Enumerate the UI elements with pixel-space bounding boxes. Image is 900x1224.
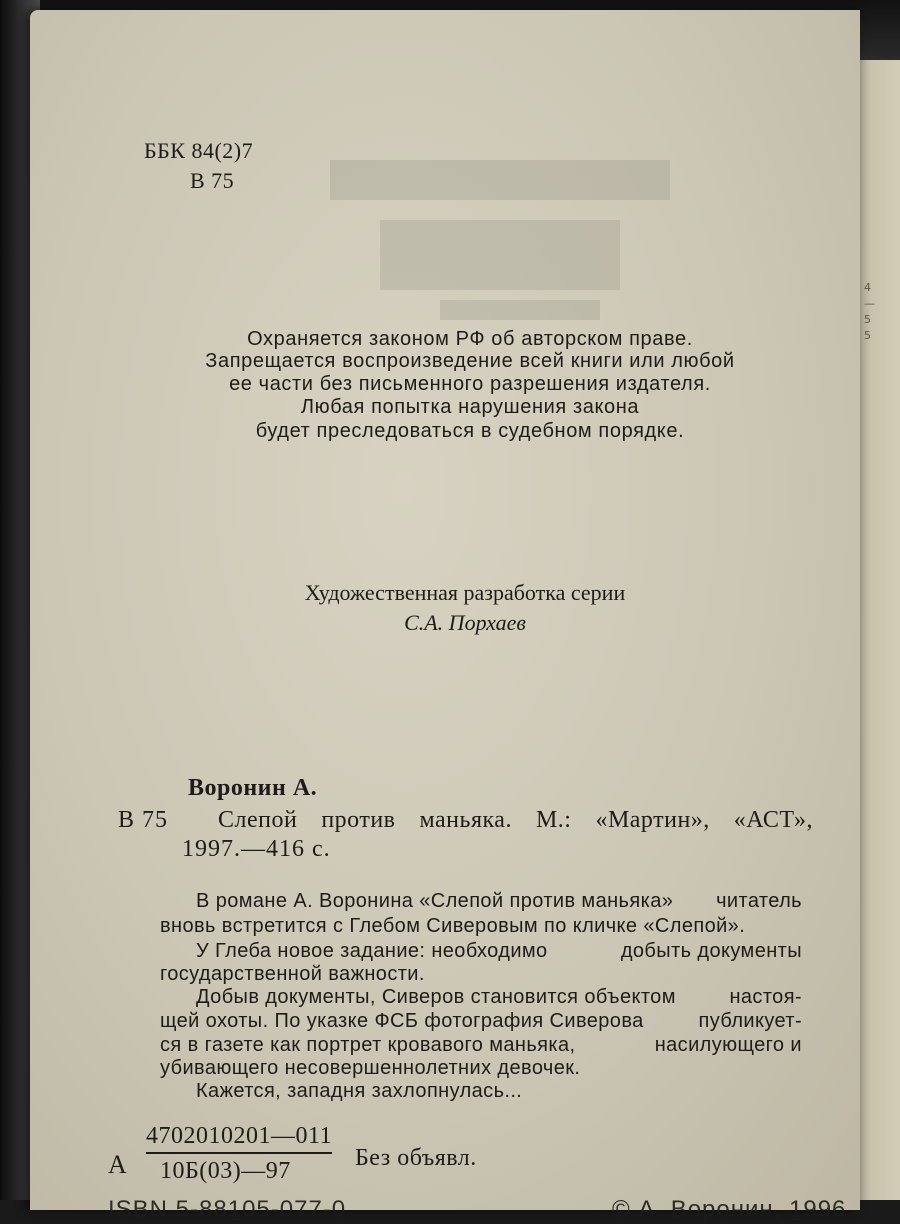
- copyright-line-2: Запрещается воспроизведение всей книги или любой: [205, 350, 735, 372]
- catalog-title-word: маньяка.: [419, 807, 512, 833]
- annotation-line: убивающего несовершеннолетних девочек.: [160, 1057, 581, 1079]
- annotation-line: [196, 890, 802, 913]
- catalog-title-line: [218, 807, 813, 834]
- index-numerator: 4702010201—011: [146, 1123, 332, 1154]
- author-mark: В 75: [190, 168, 235, 193]
- index-letter: А: [108, 1150, 127, 1179]
- annotation-line: вновь встретится с Глебом Сиверовым по кличке «Слепой».: [160, 915, 746, 937]
- annotation-line: государственной важности.: [160, 963, 425, 985]
- annotation-text: публикует-: [698, 1010, 802, 1032]
- annotation-line: Кажется, западня захлопнулась...: [196, 1080, 523, 1102]
- catalog-title-word: М.:: [535, 807, 572, 833]
- annotation-text: щей охоты. По указке ФСБ фотография Сиверова: [160, 1010, 644, 1032]
- index-note: Без объявл.: [355, 1145, 477, 1171]
- annotation-line: [160, 1010, 802, 1033]
- annotation-text: добыть документы: [620, 940, 802, 962]
- bbk-code: ББК 84(2)7: [144, 138, 254, 163]
- index-denominator: 10Б(03)—97: [160, 1158, 291, 1184]
- catalog-title-word: против: [321, 807, 396, 833]
- annotation-text: насилующего и: [654, 1034, 802, 1056]
- series-design-label: Художественная разработка серии: [304, 580, 626, 605]
- annotation-line: [196, 986, 802, 1009]
- copyright-line-3: ее части без письменного разрешения издателя.: [229, 373, 711, 395]
- catalog-imprint: 1997.—416 с.: [182, 836, 331, 862]
- next-page-marks: 4 — 5 5: [864, 281, 875, 342]
- annotation-text: В романе А. Воронина «Слепой против маньяка»: [196, 890, 674, 912]
- annotation-line: [196, 940, 802, 963]
- bleed-through-shadow: [320, 140, 680, 330]
- annotation-text: настоя-: [729, 986, 802, 1008]
- annotation-text: Добыв документы, Сиверов становится объектом: [196, 986, 676, 1008]
- catalog-title-word: Слепой: [218, 807, 298, 833]
- isbn-partial: ISBN 5-88105-077-0: [108, 1196, 347, 1223]
- catalog-author: Воронин А.: [188, 775, 318, 801]
- annotation-text: ся в газете как портрет кровавого маньяка,: [160, 1034, 576, 1056]
- annotation-line: [160, 1034, 802, 1057]
- annotation-text: У Глеба новое задание: необходимо: [196, 940, 548, 962]
- annotation-text: читатель: [716, 890, 802, 912]
- copyright-line-1: Охраняется законом РФ об авторском праве.: [247, 328, 693, 350]
- catalog-title-word: «Мартин»,: [595, 807, 710, 833]
- book-page: [30, 10, 860, 1223]
- copyright-line-5: будет преследоваться в судебном порядке.: [255, 420, 685, 442]
- catalog-code: В 75: [118, 807, 169, 833]
- series-designer-name: С.А. Порхаев: [404, 610, 526, 635]
- catalog-title-word: «АСТ»,: [733, 807, 813, 833]
- copyright-mark-partial: © А. Воронин, 1996: [612, 1196, 847, 1223]
- copyright-line-4: Любая попытка нарушения закона: [300, 396, 640, 418]
